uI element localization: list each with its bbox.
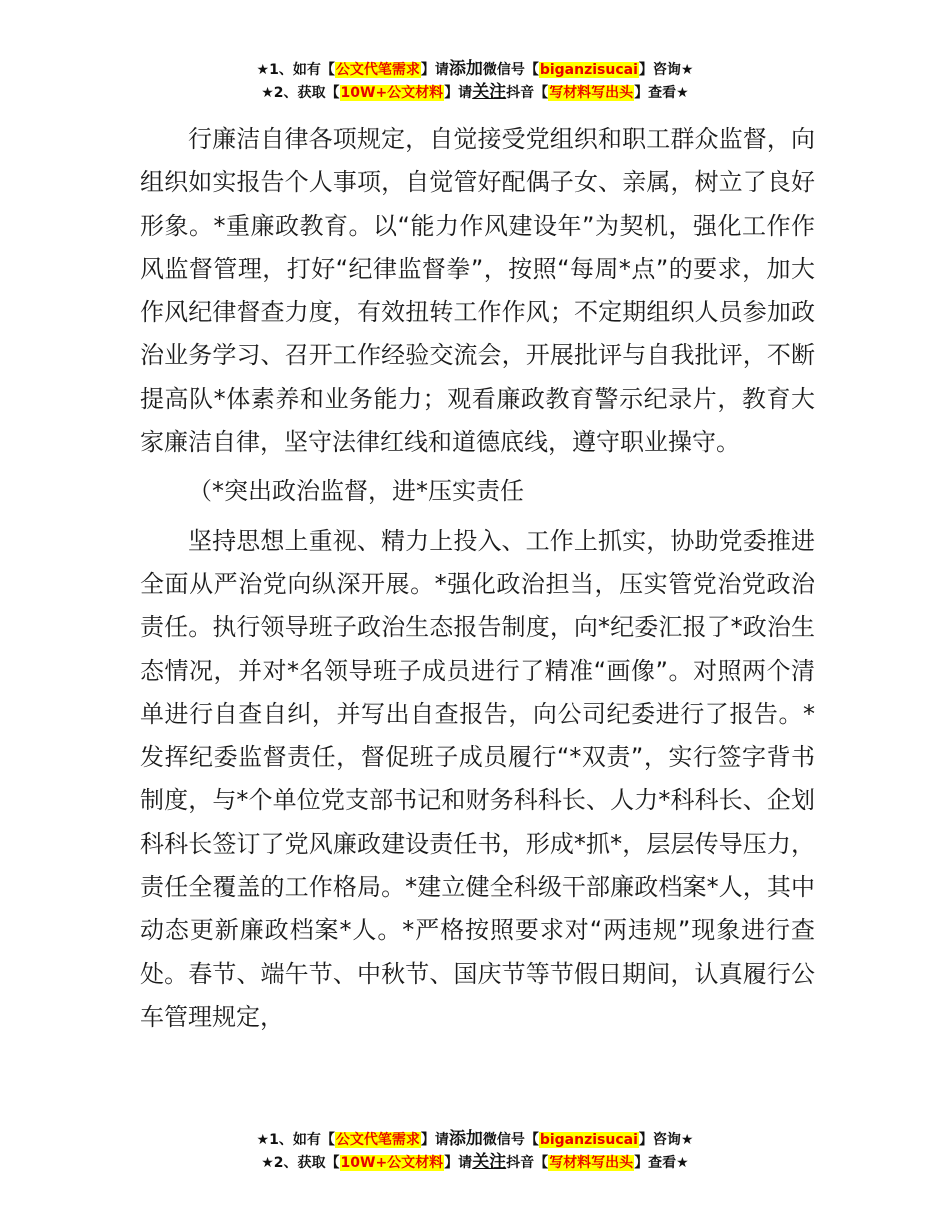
highlight-service: 公文代笔需求 (335, 62, 420, 78)
document-body (140, 118, 815, 1039)
footer-highlight-service: 公文代笔需求 (335, 1132, 420, 1148)
highlight-materials: 10W+公文材料 (340, 85, 444, 101)
header-banner (0, 58, 950, 104)
footer-banner-line-1: ★1、如有【公文代笔需求】请添加微信号【biganzisucai】咨询★ (256, 1129, 694, 1149)
banner-line-1: ★1、如有【公文代笔需求】请添加微信号【biganzisucai】咨询★ (256, 59, 694, 79)
footer-banner-line-2: ★2、获取【10W+公文材料】请关注抖音【写材料写出头】查看★ (261, 1152, 689, 1172)
highlight-wechat-id: biganzisucai (539, 62, 638, 78)
highlight-douyin-id: 写材料写出头 (549, 85, 634, 101)
section-heading: （*突出政治监督，进*压实责任 (188, 477, 524, 506)
footer-highlight-materials: 10W+公文材料 (340, 1155, 444, 1171)
paragraph-political-supervision: 坚持思想上重视、精力上投入、工作上抓实，协助党委推进全面从严治党向纵深开展。*强化政治担当，压实管党治党政治责任。执行领导班子政治生态报告制度，向*纪委汇报了*政治生态情况，并对*名领导班子成员进行了精准“画像”。对照两个清单进行自查自纠，并写出自查报告，向公司纪委进行了报告。*发挥纪委监督责任，督促班子成员履行“*双责”，实行签字背书制度，与*个单位党支部书记和财务科科长、人力*科科长、企划科科长签订了党风廉政建设责任书，形成*抓*，层层传导压力，责任全覆盖的工作格局。*建立健全科级干部廉政档案*人，其中动态更新廉政档案*人。*严格按照要求对“两违规”现象进行查处。春节、端午节、中秋节、国庆节等节假日期间，认真履行公车管理规定， (140, 526, 815, 1031)
footer-highlight-douyin-id: 写材料写出头 (549, 1155, 634, 1171)
footer-highlight-wechat-id: biganzisucai (539, 1132, 638, 1148)
footer-banner (0, 1128, 950, 1174)
paragraph-integrity-education: 行廉洁自律各项规定，自觉接受党组织和职工群众监督，向组织如实报告个人事项，自觉管好配偶子女、亲属，树立了良好形象。*重廉政教育。以“能力作风建设年”为契机，强化工作作风监督管理，打好“纪律监督拳”，按照“每周*点”的要求，加大作风纪律督查力度，有效扭转工作作风；不定期组织人员参加政治业务学习、召开工作经验交流会，开展批评与自我批评，不断提高队*体素养和业务能力；观看廉政教育警示纪录片，教育大家廉洁自律，坚守法律红线和道德底线，遵守职业操守。 (140, 125, 815, 457)
banner-line-2: ★2、获取【10W+公文材料】请关注抖音【写材料写出头】查看★ (261, 82, 689, 102)
